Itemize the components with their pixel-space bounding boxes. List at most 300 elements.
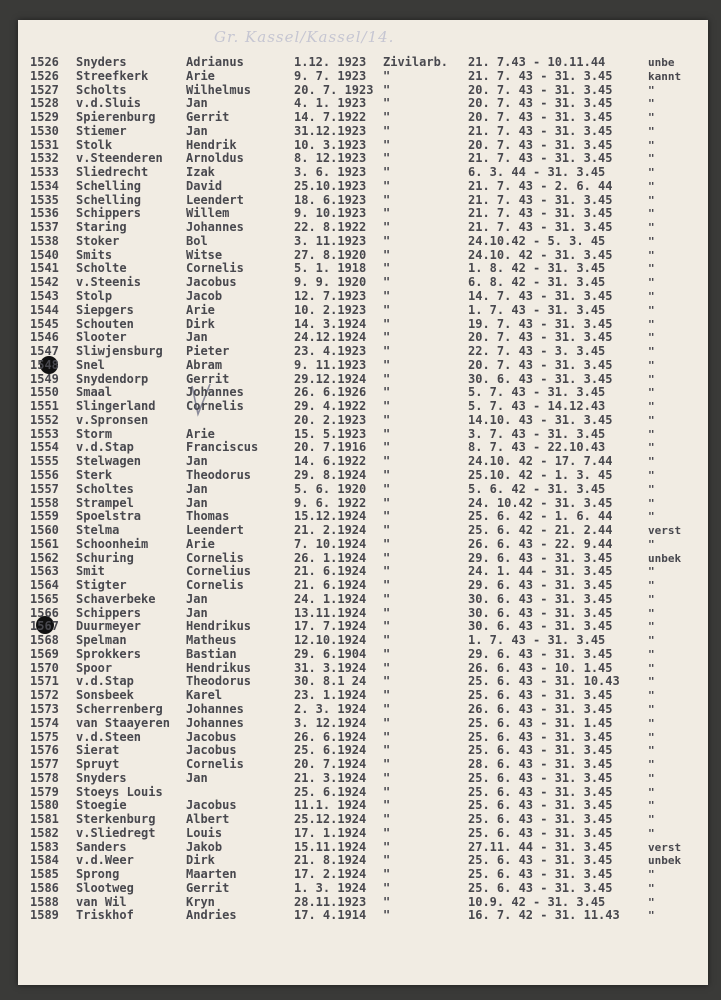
surname: Stelwagen <box>76 454 142 469</box>
record-number: 1563 <box>30 564 59 579</box>
period: 25. 6. 43 - 31. 3.45 <box>468 880 613 895</box>
occupation: " <box>383 412 391 427</box>
birth-date: 28.11.1923 <box>294 894 367 909</box>
list-item <box>18 56 708 70</box>
record-number: 1583 <box>30 839 59 854</box>
period: 27.11. 44 - 31. 3.45 <box>468 839 613 854</box>
remark: " <box>648 221 655 235</box>
given-name: Jan <box>186 123 208 138</box>
surname: Streefkerk <box>76 68 149 83</box>
remark: " <box>648 510 655 524</box>
given-name: Thomas <box>186 509 230 524</box>
record-number: 1528 <box>30 96 59 111</box>
given-name: Gerrit <box>186 880 230 895</box>
record-number: 1557 <box>30 481 59 496</box>
given-name: Dirk <box>186 316 215 331</box>
remark: " <box>648 675 655 689</box>
list-item <box>18 703 708 717</box>
list-item <box>18 648 708 662</box>
birth-date: 20. 7.1924 <box>294 757 367 772</box>
occupation: " <box>383 123 391 138</box>
birth-date: 30. 8.1 24 <box>294 674 367 689</box>
remark: " <box>648 785 655 799</box>
birth-date: 29. 6.1904 <box>294 646 367 661</box>
record-number: 1532 <box>30 151 59 166</box>
occupation: " <box>383 206 391 221</box>
surname: van Wil <box>76 894 127 909</box>
birth-date: 1.12. 1923 <box>294 55 367 69</box>
remark: " <box>648 358 655 372</box>
period: 25. 6. 42 - 1. 6. 44 <box>468 509 613 524</box>
occupation: " <box>383 316 391 331</box>
record-number: 1575 <box>30 729 59 744</box>
occupation: " <box>383 151 391 166</box>
birth-date: 23. 4.1923 <box>294 344 367 359</box>
surname: Snel <box>76 357 105 372</box>
period: 25. 6. 43 - 31. 3.45 <box>468 798 613 813</box>
birth-date: 29. 4.1922 <box>294 399 367 414</box>
surname: Sierat <box>76 743 120 758</box>
list-item <box>18 662 708 676</box>
given-name: Cornelis <box>186 757 244 772</box>
occupation: " <box>383 178 391 193</box>
list-item <box>18 180 708 194</box>
period: 14.10. 43 - 31. 3.45 <box>468 412 613 427</box>
period: 26. 6. 43 - 22. 9.44 <box>468 536 613 551</box>
occupation: " <box>383 165 391 180</box>
surname: Sterk <box>76 467 113 482</box>
given-name: Matheus <box>186 633 237 648</box>
list-item <box>18 744 708 758</box>
surname: Scherrenberg <box>76 701 163 716</box>
remark: " <box>648 331 655 345</box>
occupation: " <box>383 825 391 840</box>
list-item <box>18 909 708 923</box>
birth-date: 23. 1.1924 <box>294 688 367 703</box>
given-name: Jan <box>186 96 208 111</box>
birth-date: 12. 7.1923 <box>294 289 367 304</box>
list-item <box>18 813 708 827</box>
surname: v.d.Sluis <box>76 96 142 111</box>
period: 24.10. 42 - 31. 3.45 <box>468 247 613 262</box>
occupation: " <box>383 110 391 125</box>
birth-date: 25. 6.1924 <box>294 743 367 758</box>
list-item <box>18 510 708 524</box>
period: 6. 8. 42 - 31. 3.45 <box>468 275 606 290</box>
birth-date: 17. 1.1924 <box>294 825 367 840</box>
surname: Schelling <box>76 178 142 193</box>
birth-date: 29. 8.1924 <box>294 467 367 482</box>
surname: Schouten <box>76 316 134 331</box>
surname: Spierenburg <box>76 110 156 125</box>
given-name: Johannes <box>186 220 244 235</box>
remark: " <box>648 579 655 593</box>
given-name: Arie <box>186 302 215 317</box>
birth-date: 24.12.1924 <box>294 330 367 345</box>
remark: " <box>648 647 655 661</box>
list-item <box>18 841 708 855</box>
period: 25. 6. 43 - 31. 3.45 <box>468 688 613 703</box>
given-name: Gerrit <box>186 110 230 125</box>
period: 30. 6. 43 - 31. 3.45 <box>468 605 613 620</box>
record-number: 1589 <box>30 908 59 923</box>
list-item <box>18 70 708 84</box>
period: 22. 7. 43 - 3. 3.45 <box>468 344 606 359</box>
period: 14. 7. 43 - 31. 3.45 <box>468 289 613 304</box>
given-name: Arie <box>186 426 215 441</box>
record-number: 1545 <box>30 316 59 331</box>
record-number: 1577 <box>30 757 59 772</box>
occupation: " <box>383 853 391 868</box>
record-number: 1582 <box>30 825 59 840</box>
remark: " <box>648 427 655 441</box>
birth-date: 26. 6.1926 <box>294 385 367 400</box>
list-item <box>18 386 708 400</box>
surname: Scholts <box>76 82 127 97</box>
list-item <box>18 882 708 896</box>
given-name: Cornelis <box>186 550 244 565</box>
surname: Smit <box>76 564 105 579</box>
record-number: 1562 <box>30 550 59 565</box>
list-item <box>18 634 708 648</box>
birth-date: 26. 6.1924 <box>294 729 367 744</box>
record-number: 1571 <box>30 674 59 689</box>
record-number: 1565 <box>30 591 59 606</box>
given-name: Hendrik <box>186 137 237 152</box>
period: 20. 7. 43 - 31. 3.45 <box>468 96 613 111</box>
given-name: Jacobus <box>186 729 237 744</box>
remark: " <box>648 290 655 304</box>
record-number: 1570 <box>30 660 59 675</box>
period: 8. 7. 43 - 22.10.43 <box>468 440 606 455</box>
surname: v.d.Stap <box>76 440 134 455</box>
surname: Spruyt <box>76 757 120 772</box>
surname: Stiemer <box>76 123 127 138</box>
period: 6. 3. 44 - 31. 3.45 <box>468 165 606 180</box>
period: 25.10. 42 - 1. 3. 45 <box>468 467 613 482</box>
record-number: 1580 <box>30 798 59 813</box>
occupation: " <box>383 426 391 441</box>
record-number: 1569 <box>30 646 59 661</box>
birth-date: 24. 1.1924 <box>294 591 367 606</box>
birth-date: 3. 11.1923 <box>294 233 367 248</box>
list-item <box>18 717 708 731</box>
occupation: " <box>383 261 391 276</box>
record-number: 1544 <box>30 302 59 317</box>
period: 1. 7. 43 - 31. 3.45 <box>468 302 606 317</box>
given-name: Maarten <box>186 867 237 882</box>
remark: " <box>648 813 655 827</box>
surname: Schippers <box>76 605 142 620</box>
given-name: Louis <box>186 825 223 840</box>
occupation: " <box>383 371 391 386</box>
record-number: 1527 <box>30 82 59 97</box>
occupation: " <box>383 509 391 524</box>
surname: v.Steenis <box>76 275 142 290</box>
remark: " <box>648 799 655 813</box>
surname: Stolp <box>76 289 113 304</box>
period: 26. 6. 43 - 31. 3.45 <box>468 701 613 716</box>
list-item <box>18 304 708 318</box>
period: 20. 7. 43 - 31. 3.45 <box>468 330 613 345</box>
surname: Siepgers <box>76 302 134 317</box>
remark: " <box>648 372 655 386</box>
period: 21. 7. 43 - 31. 3.45 <box>468 68 613 83</box>
occupation: " <box>383 743 391 758</box>
surname: Strampel <box>76 495 134 510</box>
surname: Stoegie <box>76 798 127 813</box>
remark: " <box>648 262 655 276</box>
surname: van Staayeren <box>76 715 170 730</box>
period: 19. 7. 43 - 31. 3.45 <box>468 316 613 331</box>
remark: " <box>648 413 655 427</box>
remark: " <box>648 909 655 923</box>
birth-date: 3. 12.1924 <box>294 715 367 730</box>
period: 21. 7. 43 - 31. 3.45 <box>468 151 613 166</box>
period: 25. 6. 42 - 21. 2.44 <box>468 523 613 538</box>
list-item <box>18 552 708 566</box>
surname: Spoelstra <box>76 509 142 524</box>
remark: " <box>648 661 655 675</box>
list-item <box>18 345 708 359</box>
occupation: " <box>383 839 391 854</box>
occupation: " <box>383 192 391 207</box>
remark: " <box>648 193 655 207</box>
occupation: " <box>383 908 391 923</box>
given-name: Jan <box>186 454 208 469</box>
remark: " <box>648 730 655 744</box>
list-item <box>18 139 708 153</box>
given-name: Witse <box>186 247 223 262</box>
list-item <box>18 497 708 511</box>
record-number: 1568 <box>30 633 59 648</box>
occupation: " <box>383 550 391 565</box>
period: 30. 6. 43 - 31. 3.45 <box>468 619 613 634</box>
occupation: " <box>383 330 391 345</box>
remark: " <box>648 496 655 510</box>
birth-date: 9. 11.1923 <box>294 357 367 372</box>
occupation: " <box>383 701 391 716</box>
period: 21. 7. 43 - 31. 3.45 <box>468 123 613 138</box>
list-item <box>18 97 708 111</box>
period: 24. 10.42 - 31. 3.45 <box>468 495 613 510</box>
remark: " <box>648 455 655 469</box>
period: 25. 6. 43 - 31. 3.45 <box>468 784 613 799</box>
list-item <box>18 799 708 813</box>
period: 29. 6. 43 - 31. 3.45 <box>468 578 613 593</box>
list-item <box>18 675 708 689</box>
birth-date: 12.10.1924 <box>294 633 367 648</box>
remark: " <box>648 83 655 97</box>
surname: Storm <box>76 426 113 441</box>
record-number: 1555 <box>30 454 59 469</box>
remark: " <box>648 97 655 111</box>
remark: unbe <box>648 56 675 69</box>
given-name: Andries <box>186 908 237 923</box>
list-item <box>18 455 708 469</box>
birth-date: 20. 7.1916 <box>294 440 367 455</box>
birth-date: 15.12.1924 <box>294 509 367 524</box>
remark: " <box>648 111 655 125</box>
period: 16. 7. 42 - 31. 11.43 <box>468 908 620 923</box>
remark: " <box>648 441 655 455</box>
birth-date: 10. 3.1923 <box>294 137 367 152</box>
remark: kannt <box>648 69 682 83</box>
period: 30. 6. 43 - 31. 3.45 <box>468 591 613 606</box>
remark: " <box>648 537 655 551</box>
period: 28. 6. 43 - 31. 3.45 <box>468 757 613 772</box>
list-item <box>18 524 708 538</box>
surname: Spoor <box>76 660 113 675</box>
given-name: Jan <box>186 495 208 510</box>
list-item <box>18 896 708 910</box>
occupation: " <box>383 454 391 469</box>
list-item <box>18 125 708 139</box>
period: 24.10.42 - 5. 3. 45 <box>468 233 606 248</box>
birth-date: 22. 8.1922 <box>294 220 367 235</box>
list-item <box>18 235 708 249</box>
occupation: " <box>383 481 391 496</box>
list-item <box>18 331 708 345</box>
remark: " <box>648 317 655 331</box>
list-item <box>18 483 708 497</box>
given-name: Arie <box>186 536 215 551</box>
period: 21. 7. 43 - 31. 3.45 <box>468 220 613 235</box>
occupation: " <box>383 660 391 675</box>
list-item <box>18 428 708 442</box>
surname: Slootweg <box>76 880 134 895</box>
occupation: " <box>383 357 391 372</box>
remark: " <box>648 138 655 152</box>
birth-date: 18. 6.1923 <box>294 192 367 207</box>
birth-date: 3. 6. 1923 <box>294 165 367 180</box>
birth-date: 9. 9. 1920 <box>294 275 367 290</box>
list-item <box>18 565 708 579</box>
record-number: 1586 <box>30 880 59 895</box>
birth-date: 15.11.1924 <box>294 839 367 854</box>
remark: " <box>648 152 655 166</box>
occupation: " <box>383 633 391 648</box>
remark: " <box>648 468 655 482</box>
given-name: Bastian <box>186 646 237 661</box>
record-number: 1573 <box>30 701 59 716</box>
surname: Duurmeyer <box>76 619 142 634</box>
record-number: 1553 <box>30 426 59 441</box>
surname: v.d.Steen <box>76 729 142 744</box>
given-name: Arnoldus <box>186 151 244 166</box>
given-name: Leendert <box>186 192 244 207</box>
period: 25. 6. 43 - 31. 3.45 <box>468 812 613 827</box>
record-number: 1585 <box>30 867 59 882</box>
list-item <box>18 249 708 263</box>
record-number: 1533 <box>30 165 59 180</box>
occupation: " <box>383 578 391 593</box>
period: 25. 6. 43 - 31. 3.45 <box>468 867 613 882</box>
occupation: " <box>383 798 391 813</box>
occupation: " <box>383 495 391 510</box>
period: 20. 7. 43 - 31. 3.45 <box>468 110 613 125</box>
period: 21. 7. 43 - 31. 3.45 <box>468 192 613 207</box>
birth-date: 21. 8.1924 <box>294 853 367 868</box>
occupation: " <box>383 591 391 606</box>
surname: v.Steenderen <box>76 151 163 166</box>
record-number: 1529 <box>30 110 59 125</box>
occupation: " <box>383 757 391 772</box>
given-name: Albert <box>186 812 230 827</box>
birth-date: 14. 6.1922 <box>294 454 367 469</box>
list-item <box>18 152 708 166</box>
period: 25. 6. 43 - 31. 3.45 <box>468 825 613 840</box>
record-number: 1581 <box>30 812 59 827</box>
given-name: Dirk <box>186 853 215 868</box>
occupation: " <box>383 247 391 262</box>
record-number: 1534 <box>30 178 59 193</box>
given-name: Jakob <box>186 839 223 854</box>
period: 25. 6. 43 - 31. 3.45 <box>468 853 613 868</box>
period: 21. 7. 43 - 31. 3.45 <box>468 206 613 221</box>
given-name: Jacobus <box>186 743 237 758</box>
surname: Sterkenburg <box>76 812 156 827</box>
list-item <box>18 414 708 428</box>
record-list <box>18 56 708 923</box>
given-name: Theodorus <box>186 674 252 689</box>
occupation: " <box>383 536 391 551</box>
surname: Schippers <box>76 206 142 221</box>
remark: " <box>648 386 655 400</box>
list-item <box>18 262 708 276</box>
surname: Sprokkers <box>76 646 142 661</box>
record-number: 1526 <box>30 68 59 83</box>
period: 25. 6. 43 - 31. 10.43 <box>468 674 620 689</box>
occupation: " <box>383 275 391 290</box>
list-item <box>18 620 708 634</box>
surname: Spelman <box>76 633 127 648</box>
record-number: 1549 <box>30 371 59 386</box>
surname: Slooter <box>76 330 127 345</box>
list-item <box>18 400 708 414</box>
record-number: 1542 <box>30 275 59 290</box>
birth-date: 15. 5.1923 <box>294 426 367 441</box>
record-number: 1566 <box>30 605 59 620</box>
list-item <box>18 854 708 868</box>
surname: Stolk <box>76 137 113 152</box>
birth-date: 20. 2.1923 <box>294 412 367 427</box>
given-name: David <box>186 178 223 193</box>
list-item <box>18 593 708 607</box>
list-item <box>18 731 708 745</box>
remark: " <box>648 248 655 262</box>
occupation: " <box>383 96 391 111</box>
occupation: " <box>383 770 391 785</box>
given-name: Arie <box>186 68 215 83</box>
remark: " <box>648 166 655 180</box>
birth-date: 14. 3.1924 <box>294 316 367 331</box>
surname: Scholte <box>76 261 127 276</box>
remark: " <box>648 744 655 758</box>
occupation: " <box>383 619 391 634</box>
list-item <box>18 207 708 221</box>
occupation: " <box>383 729 391 744</box>
birth-date: 21. 6.1924 <box>294 564 367 579</box>
list-item <box>18 758 708 772</box>
birth-date: 10. 2.1923 <box>294 302 367 317</box>
occupation: " <box>383 302 391 317</box>
birth-date: 9. 10.1923 <box>294 206 367 221</box>
remark: " <box>648 179 655 193</box>
period: 25. 6. 43 - 31. 3.45 <box>468 770 613 785</box>
birth-date: 9. 7. 1923 <box>294 68 367 83</box>
given-name: Cornelis <box>186 261 244 276</box>
